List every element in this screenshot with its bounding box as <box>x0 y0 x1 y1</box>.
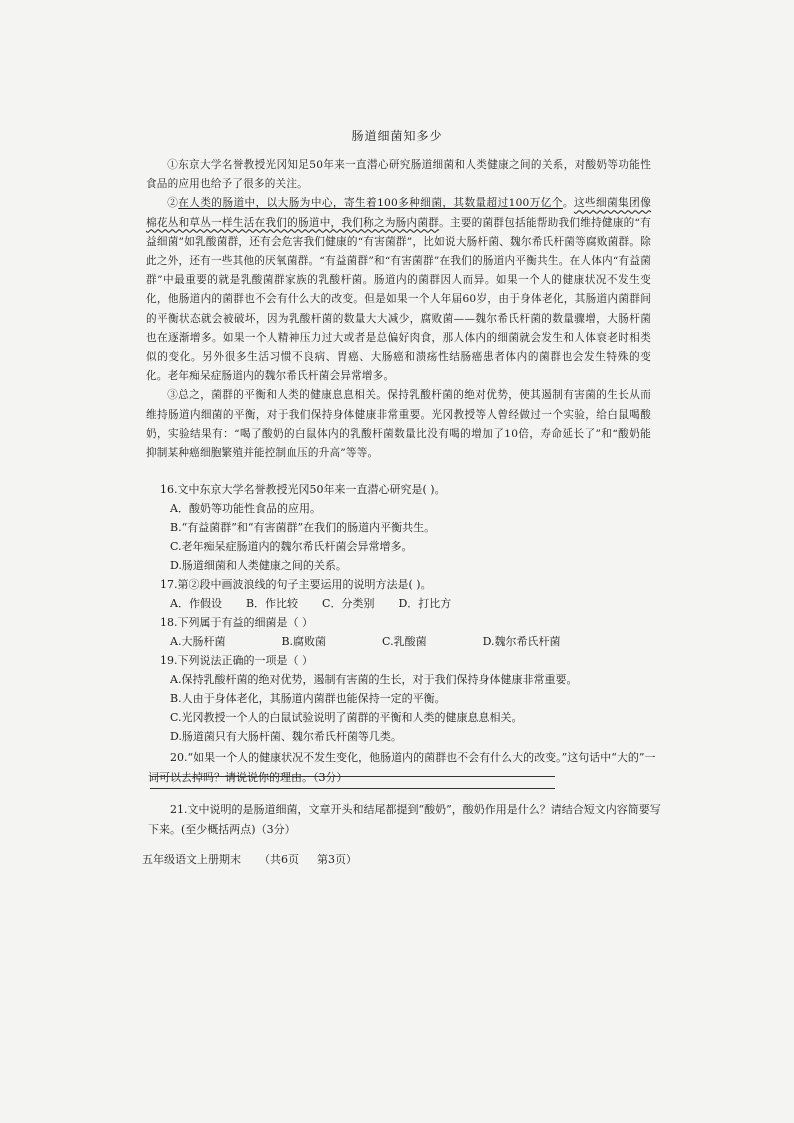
question-18-stem: 18.下列属于有益的细菌是（ ） <box>160 616 313 629</box>
page-footer <box>142 851 357 867</box>
paragraph-3: ③总之，菌群的平衡和人类的健康息息相关。保持乳酸杆菌的绝对优势，使其遏制有害菌的生长从而维持肠道内细菌的平衡，对于我们保持身体健康非常重要。光冈教授等人曾经做过一个实验，给白鼠喝酸奶，实验结果有：“喝了酸奶的白鼠体内的乳酸杆菌数量比没有喝的增加了10倍，寿命延长了”和“酸奶能抑制某种癌细胞繁殖并能控制血压的升高”等等。 <box>146 389 651 460</box>
question-21 <box>148 800 663 839</box>
passage-title: 肠道细菌知多少 <box>351 129 443 143</box>
paragraph-2-separator: 。 <box>562 197 574 210</box>
question-16-option-c: C.老年痴呆症肠道内的魏尔希氏杆菌会异常增多。 <box>170 540 413 553</box>
question-18-option-b: B.腐败菌 <box>281 635 327 648</box>
footer-total-pages: （共6页 <box>259 853 299 866</box>
question-17-option-a: A．作假设 <box>170 597 222 610</box>
paragraph-2-body: 。主要的菌群包括能帮助我们维持健康的“有益细菌”如乳酸菌群，还有会危害我们健康的“有害菌群”，比如说大肠杆菌、魏尔希氏杆菌等腐败菌群。除此之外，还有一些其他的厌氧菌群。“有益菌群”和“有害菌群”在我们的肠道内平衡共生。在人体内“有益菌群”中最重要的就是乳酸菌群家族的乳酸杆菌。肠道内的菌群因人而异。如果一个人的健康状况不发生变化，他肠道内的菌群也不会有什么大的改变。但是如果一个人年届60岁，由于身体老化，其肠道内菌群间的平衡状态就会被破坏，因为乳酸杆菌的数量大大减少，腐败菌——魏尔希氏杆菌的数量骤增，大肠杆菌也在逐渐增多。如果一个人精神压力过大或者是总偏好肉食，那人体内的细菌就会发生和人体衰老时相类似的变化。另外很多生活习惯不良病、胃癌、大肠癌和溃疡性结肠癌患者体内的菌群也会发生特殊的变化。老年痴呆症肠道内的魏尔希氏杆菌会异常增多。 <box>146 216 651 383</box>
paragraph-2 <box>146 194 651 386</box>
paragraph-2-number: ② <box>167 197 179 210</box>
question-19-option-a: A.保持乳酸杆菌的绝对优势，遏制有害菌的生长，对于我们保持身体健康非常重要。 <box>170 673 578 686</box>
question-18-option-a: A.大肠杆菌 <box>170 635 226 648</box>
question-21-text: 21.文中说明的是肠道细菌，文章开头和结尾都提到“酸奶”，酸奶作用是什么？请结合短文内容简要写下来。(至少概括两点)（3分） <box>148 803 661 836</box>
question-19-option-b: B.人由于身体老化，其肠道内菌群也能保持一定的平衡。 <box>170 692 446 705</box>
question-19-option-c: C.光冈教授一个人的白鼠试验说明了菌群的平衡和人类的健康息息相关。 <box>170 711 523 724</box>
question-16-stem: 16.文中东京大学名誉教授光冈50年来一直潜心研究是( )。 <box>160 483 446 496</box>
question-19-option-d: D.肠道菌只有大肠杆菌、魏尔希氏杆菌等几类。 <box>170 730 402 743</box>
reading-passage <box>146 156 651 463</box>
wavy-underlined-sentence: 这些细菌集团像棉花丛和草丛一样生活在我们的肠道中，我们称之为肠内菌群 <box>146 197 652 229</box>
question-18-option-c: C.乳酸菌 <box>382 635 427 648</box>
question-16-option-d: D.肠道细菌和人类健康之间的关系。 <box>170 559 347 572</box>
answer-line-q20-2[interactable] <box>150 788 555 789</box>
question-20-text: 20.“如果一个人的健康状况不发生变化，他肠道内的菌群也不会有什么大的改变。”这句话中“大的”一词可以去掉吗？请说说你的理由。（3分） <box>148 751 656 784</box>
question-18-options <box>170 632 660 651</box>
question-16-option-b: B.“有益菌群”和“有害菌群”在我们的肠道内平衡共生。 <box>170 521 436 534</box>
answer-line-q20-1[interactable] <box>150 776 555 777</box>
question-16-option-a: A．酸奶等功能性食品的应用。 <box>170 502 321 515</box>
underlined-sentence: 在人类的肠道中，以大肠为中心，寄生着100多种细菌，其数量超过100万亿个 <box>178 197 563 210</box>
footer-exam-name: 五年级语文上册期末 <box>142 853 241 866</box>
question-17-options <box>170 594 660 613</box>
question-17-option-c: C．分类别 <box>322 597 375 610</box>
question-18-option-d: D.魏尔希氏杆菌 <box>482 635 561 648</box>
footer-page-number: 第3页） <box>317 853 357 866</box>
question-20 <box>148 748 658 787</box>
questions-block <box>160 480 660 746</box>
question-17-option-b: B．作比较 <box>245 597 299 610</box>
question-19-stem: 19.下列说法正确的一项是（ ） <box>160 654 313 667</box>
paragraph-1: ①东京大学名誉教授光冈知足50年来一直潜心研究肠道细菌和人类健康之间的关系，对酸奶等功能性食品的应用也给予了很多的关注。 <box>146 159 651 191</box>
question-17-stem: 17.第②段中画波浪线的句子主要运用的说明方法是( )。 <box>160 578 432 591</box>
question-17-option-d: D．打比方 <box>398 597 452 610</box>
